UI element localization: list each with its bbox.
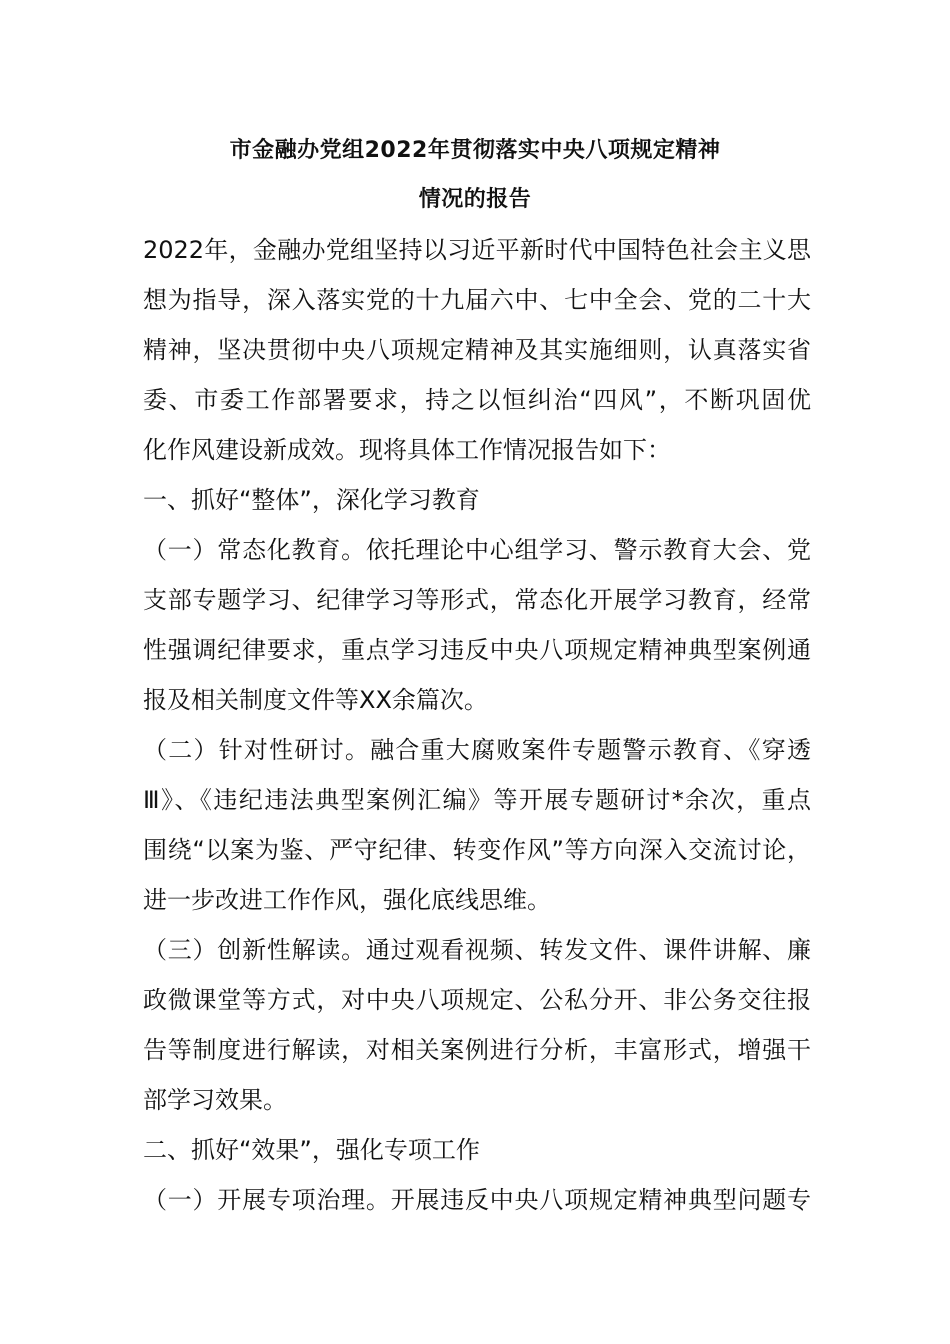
document-body [143,232,811,1232]
body-line: 报及相关制度文件等XX余篇次。 [143,686,488,714]
section-heading: 二、抓好“效果”，强化专项工作 [143,1136,480,1164]
body-line: 进一步改进工作作风，强化底线思维。 [143,886,551,914]
body-line: 告等制度进行解读，对相关案例进行分析，丰富形式，增强干 [143,1036,811,1064]
body-line: （三）创新性解读。通过观看视频、转发文件、课件讲解、廉 [143,936,811,964]
body-line: Ⅲ》、《违纪违法典型案例汇编》等开展专题研讨*余次，重点 [143,786,811,814]
body-line: 精神，坚决贯彻中央八项规定精神及其实施细则，认真落实省 [143,336,811,364]
body-line: 委、市委工作部署要求，持之以恒纠治“四风”，不断巩固优 [143,386,811,414]
section-heading: 一、抓好“整体”，深化学习教育 [143,486,480,514]
document-title-line-1: 市金融办党组2022年贯彻落实中央八项规定精神 [229,138,721,163]
body-line: （一）常态化教育。依托理论中心组学习、警示教育大会、党 [143,536,811,564]
document-title-line-2: 情况的报告 [418,187,532,212]
body-line: 围绕“以案为鉴、严守纪律、转变作风”等方向深入交流讨论， [143,836,811,864]
body-line: 化作风建设新成效。现将具体工作情况报告如下： [143,436,671,464]
body-line: 2022年，金融办党组坚持以习近平新时代中国特色社会主义思 [143,236,811,264]
body-line: （二）针对性研讨。融合重大腐败案件专题警示教育、《穿透 [143,736,811,764]
body-line: 支部专题学习、纪律学习等形式，常态化开展学习教育，经常 [143,586,811,614]
body-line: （一）开展专项治理。开展违反中央八项规定精神典型问题专 [143,1186,811,1214]
body-line: 性强调纪律要求，重点学习违反中央八项规定精神典型案例通 [143,636,811,664]
body-line: 部学习效果。 [143,1086,287,1114]
body-line: 政微课堂等方式，对中央八项规定、公私分开、非公务交往报 [143,986,811,1014]
body-line: 想为指导，深入落实党的十九届六中、七中全会、党的二十大 [143,286,811,314]
